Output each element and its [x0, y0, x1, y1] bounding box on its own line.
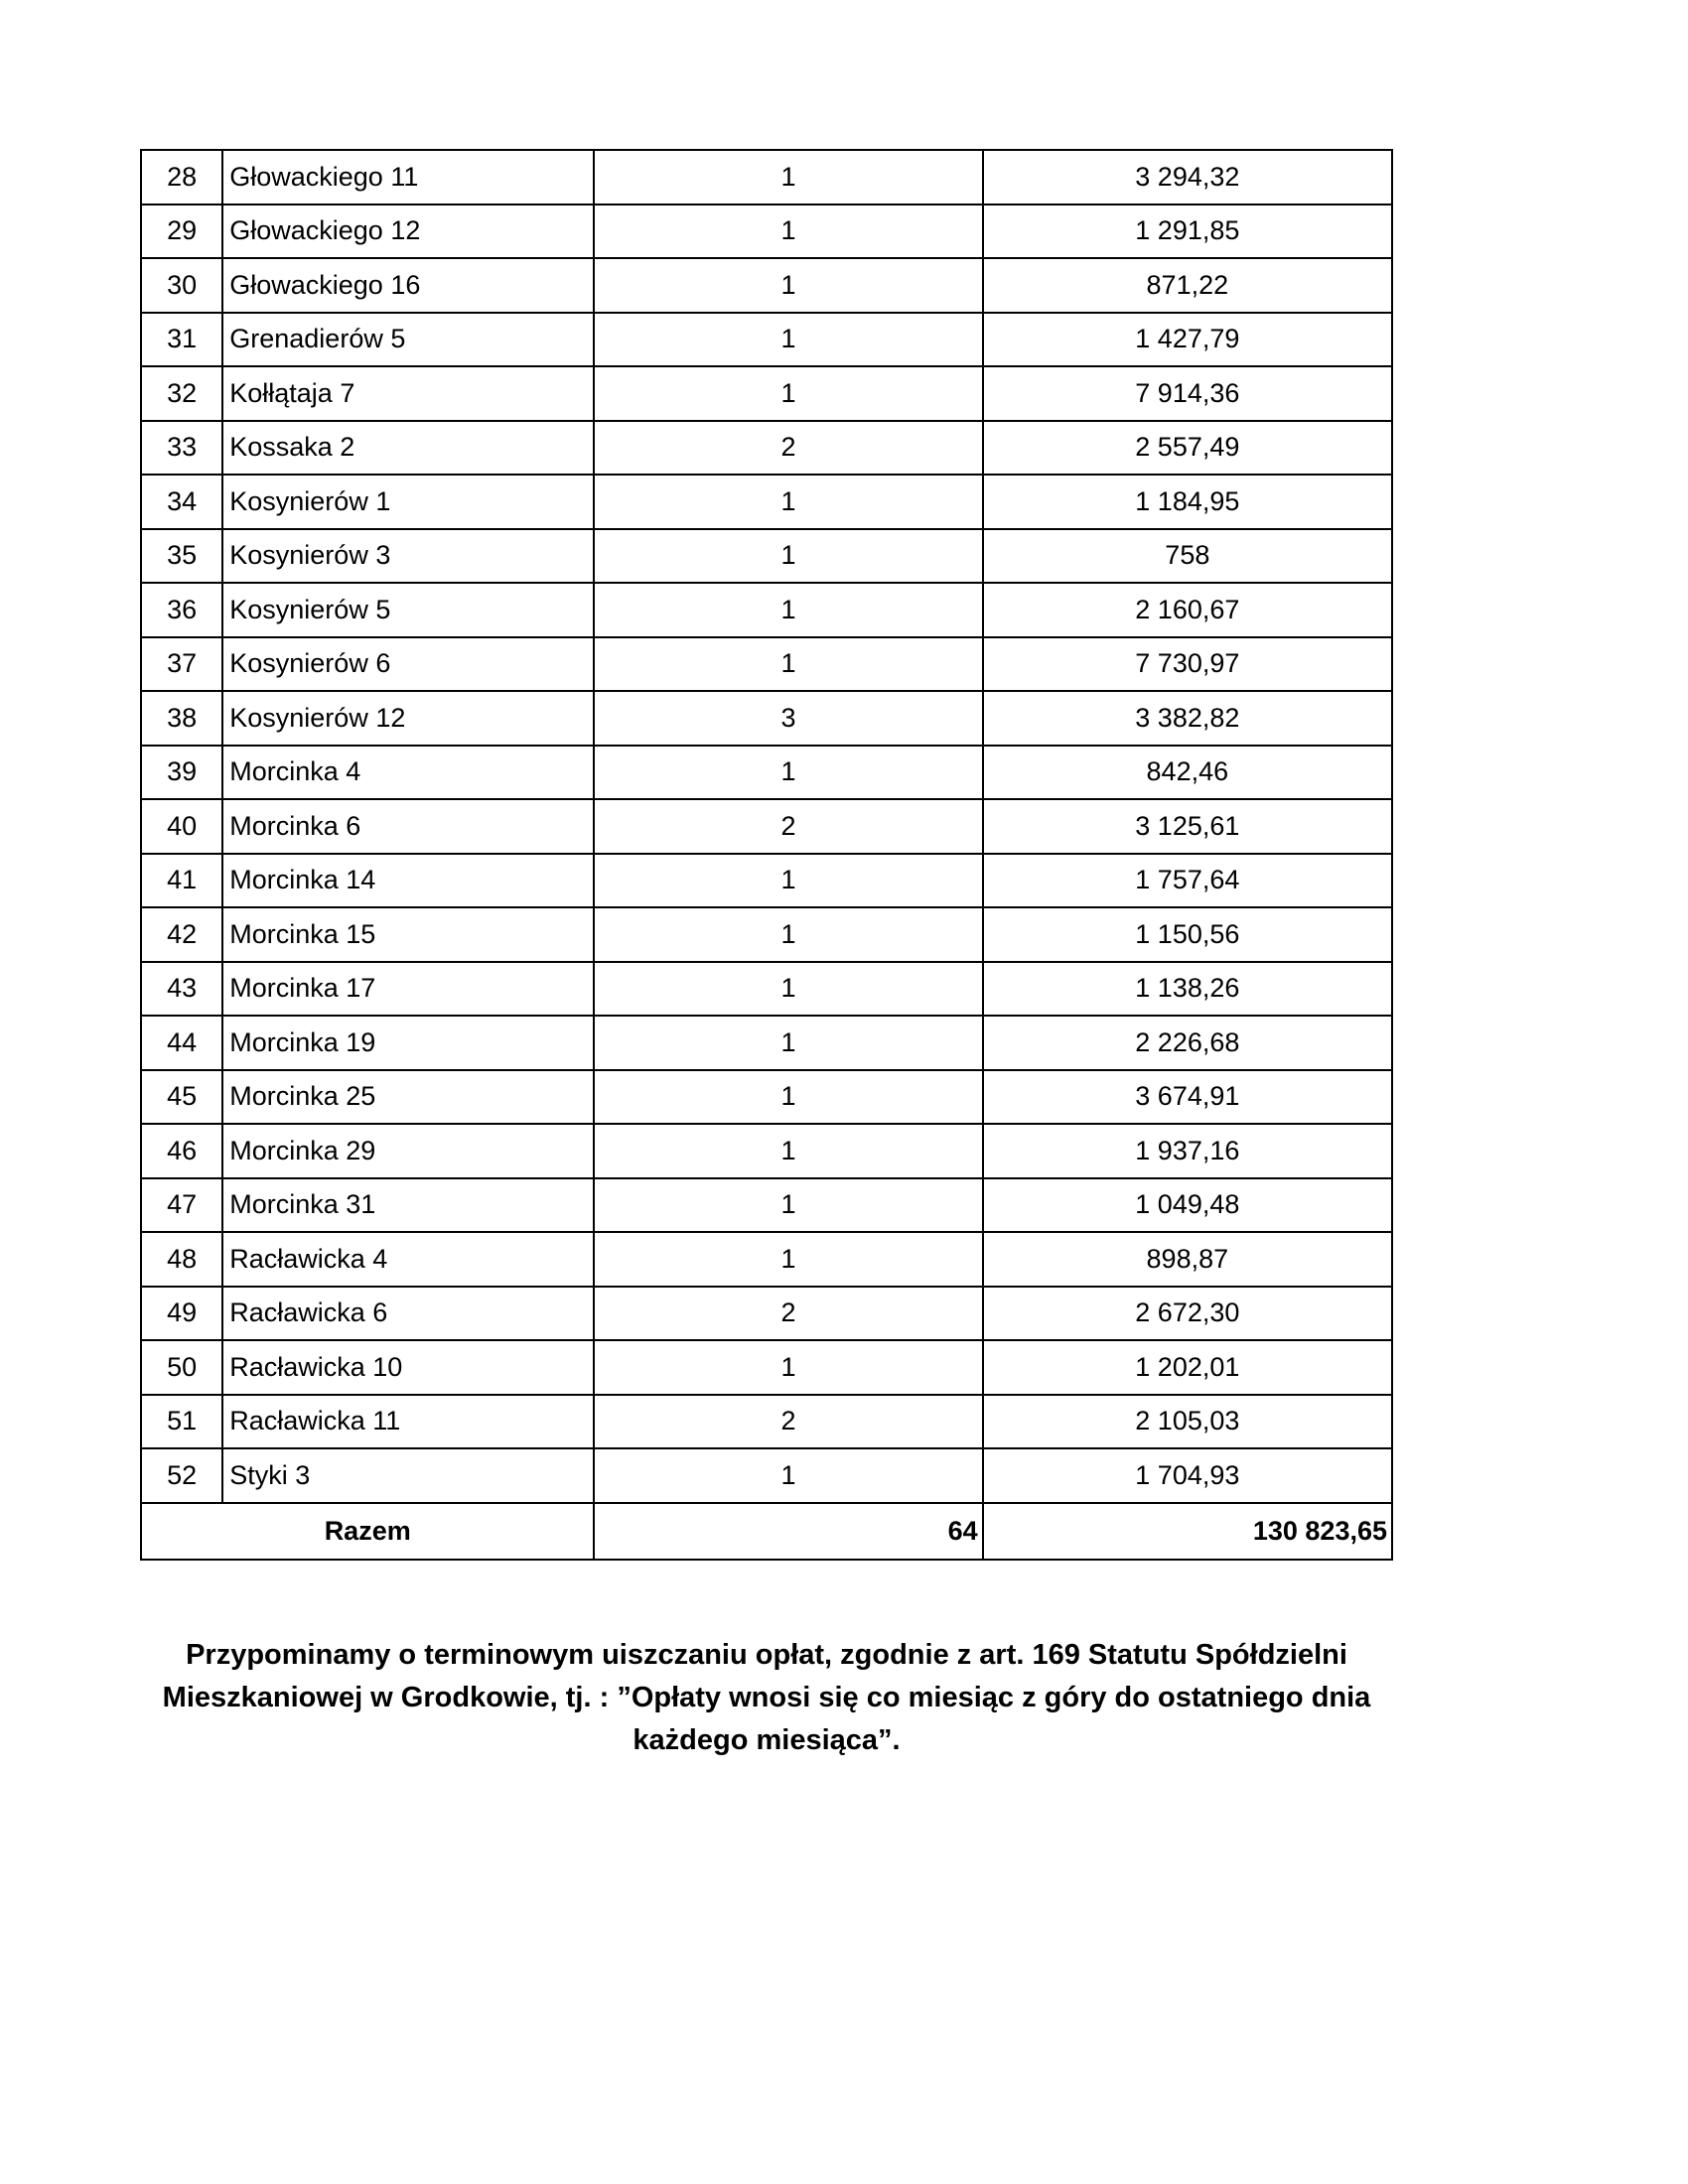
row-number-cell: 28	[141, 150, 222, 205]
count-cell: 1	[594, 205, 982, 259]
row-number-cell: 51	[141, 1395, 222, 1449]
amount-cell: 1 202,01	[983, 1340, 1392, 1395]
count-cell: 1	[594, 366, 982, 421]
address-cell: Kossaka 2	[222, 421, 594, 476]
count-cell: 1	[594, 1340, 982, 1395]
row-number-cell: 52	[141, 1448, 222, 1503]
row-number-cell: 30	[141, 258, 222, 313]
amount-cell: 1 291,85	[983, 205, 1392, 259]
address-cell: Głowackiego 12	[222, 205, 594, 259]
count-cell: 1	[594, 1178, 982, 1233]
table-row	[141, 150, 1392, 205]
payment-reminder-notice	[140, 1634, 1393, 1762]
amount-cell: 2 672,30	[983, 1287, 1392, 1341]
row-number-cell: 38	[141, 691, 222, 746]
row-number-cell: 37	[141, 637, 222, 692]
count-cell: 1	[594, 1070, 982, 1125]
amount-cell: 1 049,48	[983, 1178, 1392, 1233]
notice-line: Mieszkaniowej w Grodkowie, tj. : ”Opłaty wnosi się co miesiąc z góry do ostatniego dnia	[162, 1682, 1371, 1713]
table-row	[141, 258, 1392, 313]
table-row	[141, 691, 1392, 746]
address-cell: Morcinka 31	[222, 1178, 594, 1233]
table-row	[141, 1340, 1392, 1395]
amount-cell: 3 674,91	[983, 1070, 1392, 1125]
amount-cell: 842,46	[983, 746, 1392, 800]
table-row	[141, 366, 1392, 421]
amount-cell: 2 160,67	[983, 583, 1392, 637]
amount-cell: 758	[983, 529, 1392, 584]
count-cell: 1	[594, 258, 982, 313]
total-label: Razem	[141, 1503, 594, 1560]
address-cell: Morcinka 17	[222, 962, 594, 1017]
address-cell: Kosynierów 12	[222, 691, 594, 746]
count-cell: 1	[594, 475, 982, 529]
amount-cell: 1 427,79	[983, 313, 1392, 367]
table-row	[141, 583, 1392, 637]
count-cell: 1	[594, 1448, 982, 1503]
row-number-cell: 42	[141, 907, 222, 962]
table-row	[141, 962, 1392, 1017]
address-cell: Racławicka 4	[222, 1232, 594, 1287]
row-number-cell: 33	[141, 421, 222, 476]
table-row	[141, 205, 1392, 259]
count-cell: 1	[594, 529, 982, 584]
address-cell: Kołłątaja 7	[222, 366, 594, 421]
count-cell: 2	[594, 1287, 982, 1341]
table-row	[141, 529, 1392, 584]
amount-cell: 2 557,49	[983, 421, 1392, 476]
amount-cell: 1 757,64	[983, 854, 1392, 908]
count-cell: 1	[594, 854, 982, 908]
row-number-cell: 43	[141, 962, 222, 1017]
row-number-cell: 46	[141, 1124, 222, 1178]
amount-cell: 1 150,56	[983, 907, 1392, 962]
count-cell: 1	[594, 1124, 982, 1178]
total-row	[141, 1503, 1392, 1560]
table-row	[141, 1178, 1392, 1233]
address-cell: Kosynierów 6	[222, 637, 594, 692]
count-cell: 1	[594, 907, 982, 962]
address-cell: Kosynierów 1	[222, 475, 594, 529]
count-cell: 2	[594, 799, 982, 854]
address-cell: Racławicka 10	[222, 1340, 594, 1395]
address-cell: Styki 3	[222, 1448, 594, 1503]
address-cell: Grenadierów 5	[222, 313, 594, 367]
amount-cell: 3 382,82	[983, 691, 1392, 746]
amount-cell: 1 138,26	[983, 962, 1392, 1017]
table-row	[141, 854, 1392, 908]
table-row	[141, 907, 1392, 962]
table-row	[141, 313, 1392, 367]
table-row	[141, 1448, 1392, 1503]
table-row	[141, 637, 1392, 692]
address-cell: Morcinka 4	[222, 746, 594, 800]
address-cell: Kosynierów 3	[222, 529, 594, 584]
table-row	[141, 475, 1392, 529]
address-cell: Kosynierów 5	[222, 583, 594, 637]
amount-cell: 2 226,68	[983, 1016, 1392, 1070]
amount-cell: 871,22	[983, 258, 1392, 313]
count-cell: 1	[594, 313, 982, 367]
total-count: 64	[594, 1503, 982, 1560]
amount-cell: 3 125,61	[983, 799, 1392, 854]
table-row	[141, 1232, 1392, 1287]
row-number-cell: 41	[141, 854, 222, 908]
address-cell: Racławicka 6	[222, 1287, 594, 1341]
total-amount: 130 823,65	[983, 1503, 1392, 1560]
row-number-cell: 47	[141, 1178, 222, 1233]
count-cell: 1	[594, 962, 982, 1017]
row-number-cell: 34	[141, 475, 222, 529]
address-cell: Głowackiego 11	[222, 150, 594, 205]
row-number-cell: 50	[141, 1340, 222, 1395]
address-cell: Morcinka 6	[222, 799, 594, 854]
row-number-cell: 39	[141, 746, 222, 800]
amount-cell: 7 730,97	[983, 637, 1392, 692]
row-number-cell: 44	[141, 1016, 222, 1070]
table-row	[141, 1395, 1392, 1449]
address-cell: Morcinka 15	[222, 907, 594, 962]
count-cell: 1	[594, 637, 982, 692]
notice-line: Przypominamy o terminowym uiszczaniu opłat, zgodnie z art. 169 Statutu Spółdzielni	[186, 1639, 1347, 1671]
fees-table	[140, 149, 1393, 1561]
notice-line: każdego miesiąca”.	[633, 1724, 901, 1756]
table-row	[141, 746, 1392, 800]
row-number-cell: 36	[141, 583, 222, 637]
amount-cell: 898,87	[983, 1232, 1392, 1287]
count-cell: 1	[594, 583, 982, 637]
amount-cell: 1 184,95	[983, 475, 1392, 529]
table-row	[141, 421, 1392, 476]
amount-cell: 1 704,93	[983, 1448, 1392, 1503]
address-cell: Morcinka 14	[222, 854, 594, 908]
row-number-cell: 40	[141, 799, 222, 854]
table-row	[141, 1016, 1392, 1070]
amount-cell: 3 294,32	[983, 150, 1392, 205]
table-row	[141, 1287, 1392, 1341]
amount-cell: 2 105,03	[983, 1395, 1392, 1449]
count-cell: 2	[594, 421, 982, 476]
amount-cell: 7 914,36	[983, 366, 1392, 421]
count-cell: 3	[594, 691, 982, 746]
count-cell: 1	[594, 150, 982, 205]
table-row	[141, 1070, 1392, 1125]
table-row	[141, 799, 1392, 854]
address-cell: Racławicka 11	[222, 1395, 594, 1449]
row-number-cell: 45	[141, 1070, 222, 1125]
row-number-cell: 48	[141, 1232, 222, 1287]
count-cell: 1	[594, 746, 982, 800]
row-number-cell: 32	[141, 366, 222, 421]
address-cell: Morcinka 19	[222, 1016, 594, 1070]
amount-cell: 1 937,16	[983, 1124, 1392, 1178]
address-cell: Głowackiego 16	[222, 258, 594, 313]
row-number-cell: 35	[141, 529, 222, 584]
fees-table-body	[141, 150, 1392, 1560]
address-cell: Morcinka 29	[222, 1124, 594, 1178]
address-cell: Morcinka 25	[222, 1070, 594, 1125]
count-cell: 1	[594, 1016, 982, 1070]
table-row	[141, 1124, 1392, 1178]
row-number-cell: 49	[141, 1287, 222, 1341]
count-cell: 2	[594, 1395, 982, 1449]
row-number-cell: 31	[141, 313, 222, 367]
row-number-cell: 29	[141, 205, 222, 259]
count-cell: 1	[594, 1232, 982, 1287]
